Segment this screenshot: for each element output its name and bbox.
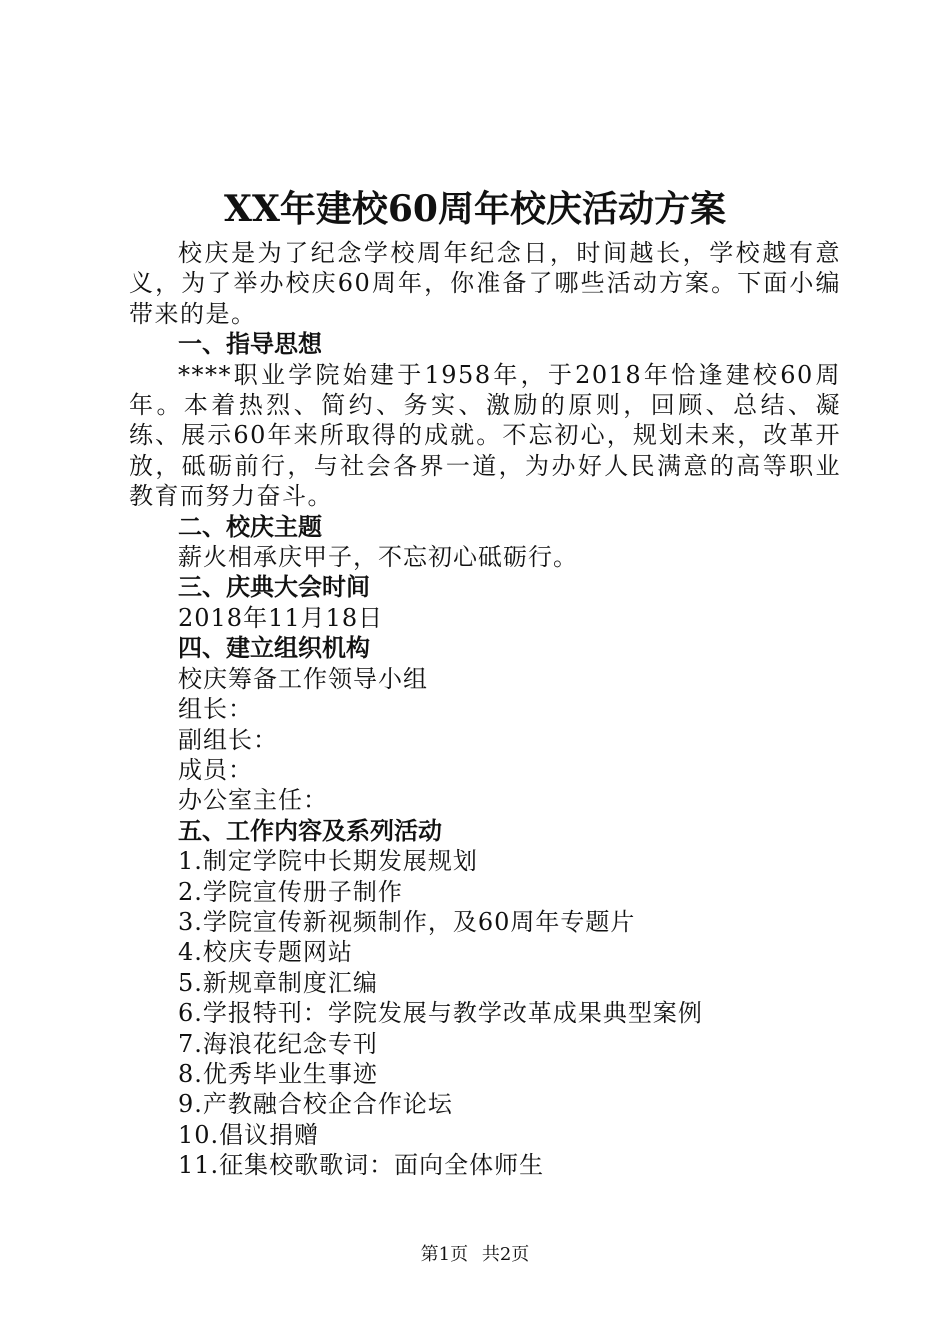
activity-item: 11.征集校歌歌词：面向全体师生 bbox=[178, 1151, 545, 1180]
page-footer bbox=[0, 1243, 950, 1267]
activity-item: 5.新规章制度汇编 bbox=[178, 968, 378, 997]
section-heading-guiding-ideology: 一、指导思想 bbox=[178, 330, 322, 359]
activity-item: 10.倡议捐赠 bbox=[178, 1120, 320, 1149]
activity-item: 7.海浪花纪念专刊 bbox=[178, 1029, 378, 1058]
section-heading-organization: 四、建立组织机构 bbox=[178, 634, 370, 663]
activity-item: 3.学院宣传新视频制作，及60周年专题片 bbox=[178, 907, 636, 936]
ceremony-date: 2018年11月18日 bbox=[178, 603, 384, 632]
org-line: 成员： bbox=[178, 755, 253, 784]
org-line: 办公室主任： bbox=[178, 786, 328, 815]
org-line: 副组长： bbox=[178, 725, 278, 754]
document-body bbox=[129, 238, 841, 1181]
activity-item: 6.学报特刊：学院发展与教学改革成果典型案例 bbox=[178, 999, 703, 1028]
intro-paragraph: 校庆是为了纪念学校周年纪念日，时间越长，学校越有意义，为了举办校庆60周年，你准备了哪些活动方案。下面小编带来的是。 bbox=[129, 239, 841, 328]
activity-item: 8.优秀毕业生事迹 bbox=[178, 1059, 378, 1088]
activity-item: 4.校庆专题网站 bbox=[178, 938, 353, 967]
page-number: 第1页 bbox=[420, 1244, 469, 1265]
theme-text: 薪火相承庆甲子，不忘初心砥砺行。 bbox=[178, 543, 578, 572]
section-heading-ceremony-time: 三、庆典大会时间 bbox=[178, 573, 370, 602]
activity-item: 2.学院宣传册子制作 bbox=[178, 877, 403, 906]
document-title: XX年建校60周年校庆活动方案 bbox=[224, 188, 726, 230]
activity-item: 1.制定学院中长期发展规划 bbox=[178, 847, 478, 876]
guiding-ideology-paragraph: ****职业学院始建于1958年，于2018年恰逢建校60周年。本着热烈、简约、务实、激励的原则，回顾、总结、凝练、展示60年来所取得的成就。不忘初心，规划未来，改革开放，砥砺前行，与社会各界一道，为办好人民满意的高等职业教育而努力奋斗。 bbox=[129, 360, 841, 511]
page-total: 共2页 bbox=[481, 1244, 530, 1265]
org-line: 组长： bbox=[178, 695, 253, 724]
section-heading-activities: 五、工作内容及系列活动 bbox=[178, 816, 442, 845]
org-line: 校庆筹备工作领导小组 bbox=[178, 664, 428, 693]
activity-item: 9.产教融合校企合作论坛 bbox=[178, 1090, 453, 1119]
section-heading-theme: 二、校庆主题 bbox=[178, 512, 322, 541]
